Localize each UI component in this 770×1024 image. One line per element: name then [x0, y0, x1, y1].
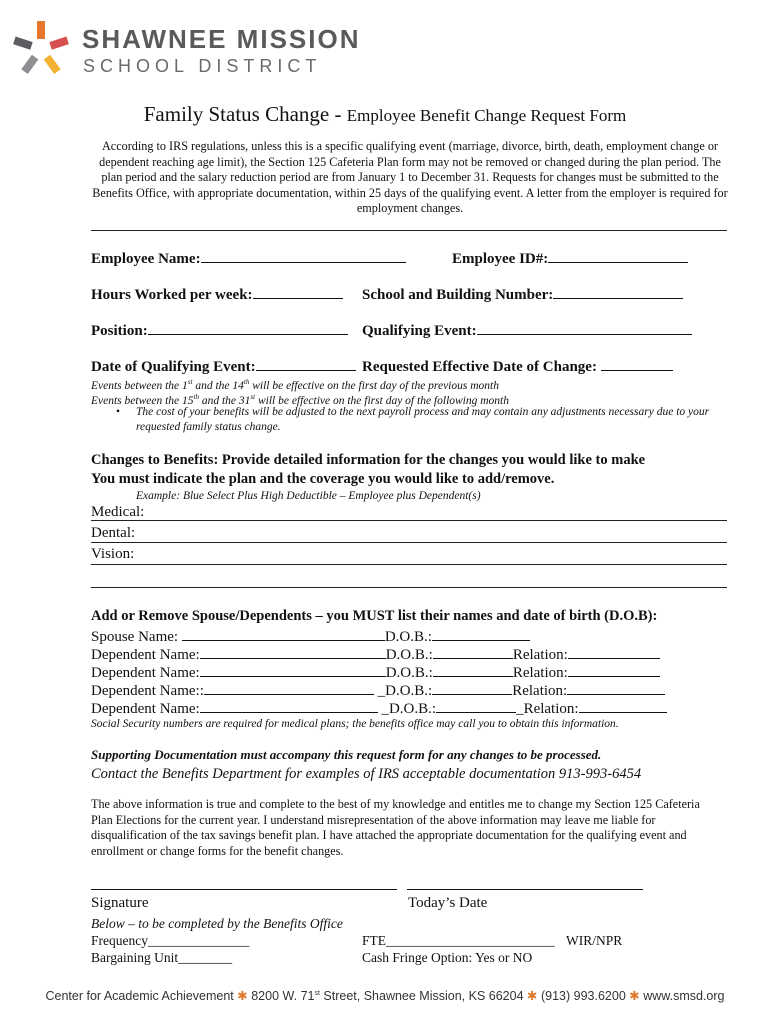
position-field[interactable]: Position: [91, 321, 348, 340]
bargaining-field: Bargaining Unit________ [91, 950, 233, 965]
medical-line[interactable] [91, 520, 727, 521]
ssn-note: Social Security numbers are required for medical plans; the benefits office may call you to obtain this information. [91, 718, 619, 730]
employee-id-field[interactable]: Employee ID#: [452, 249, 688, 268]
contact-benefits-note: Contact the Benefits Department for examples of IRS acceptable documentation 913-993-6454 [91, 766, 642, 782]
wir-npr-field: WIR/NPR [566, 933, 623, 948]
extra-line[interactable] [91, 587, 727, 588]
dependent-row-4[interactable]: Dependent Name: _D.O.B.: _Relation: [91, 699, 667, 718]
spouse-row[interactable]: Spouse Name: D.O.B.: [91, 627, 530, 646]
divider [91, 230, 727, 231]
fte-field: FTE_________________________ [362, 933, 555, 948]
requested-date-field[interactable]: Requested Effective Date of Change: [362, 357, 673, 376]
footer-center: Center for Academic Achievement [45, 989, 234, 1003]
form-title-sub: Employee Benefit Change Request Form [346, 106, 627, 125]
star-icon: ✱ [527, 989, 538, 1003]
star-icon: ✱ [237, 989, 248, 1003]
changes-heading-1: Changes to Benefits: Provide detailed information for the changes you would like to make [91, 452, 646, 468]
hours-worked-field[interactable]: Hours Worked per week: [91, 285, 343, 304]
date-qualifying-field[interactable]: Date of Qualifying Event: [91, 357, 356, 376]
employee-name-field[interactable]: Employee Name: [91, 249, 406, 268]
signature-line[interactable] [91, 889, 397, 890]
district-logo [10, 18, 72, 80]
signature-label: Signature [91, 895, 149, 911]
event-note-2: Events between the 15th and the 31st will be effective on the first day of the following month [91, 393, 509, 407]
footer-address: 8200 W. 71st Street, Shawnee Mission, KS 66204 [251, 989, 524, 1003]
footer-phone: (913) 993.6200 [540, 989, 626, 1003]
qualifying-event-field[interactable]: Qualifying Event: [362, 321, 692, 340]
cost-note: The cost of your benefits will be adjusted to the next payroll process and may contain any adjustments necessary due to your requested family status change. [136, 406, 710, 433]
changes-heading-2: You must indicate the plan and the coverage you would like to add/remove. [91, 471, 555, 487]
dependent-row-1[interactable]: Dependent Name: D.O.B.: Relation: [91, 645, 660, 664]
event-note-1: Events between the 1st and the 14th will be effective on the first day of the previous month [91, 378, 499, 392]
dependent-row-3[interactable]: Dependent Name:: _D.O.B.: Relation: [91, 681, 665, 700]
cash-fringe-field: Cash Fringe Option: Yes or NO [362, 950, 533, 965]
certification-paragraph: The above information is true and complete to the best of my knowledge and entitles me to change my Section 125 Cafeteria Plan Elections for the current year. I understand misrepresentation of the above information may leave me liable for disqualification of the tax savings benefit plan. I have attached the appropriate documentation for the qualifying event and enrollment or change forms for the benefit changes. [91, 797, 700, 858]
frequency-field: Frequency_______________ [91, 933, 250, 948]
office-heading: Below – to be completed by the Benefits Office [91, 916, 343, 931]
org-name: SHAWNEE MISSION [82, 24, 361, 54]
date-label: Today’s Date [408, 895, 488, 911]
footer-website: www.smsd.org [643, 989, 725, 1003]
star-icon: ✱ [629, 989, 640, 1003]
dependent-row-2[interactable]: Dependent Name: D.O.B.: Relation: [91, 663, 660, 682]
bullet-marker: • [116, 406, 121, 418]
dental-label: Dental: [91, 525, 136, 541]
date-line[interactable] [407, 889, 643, 890]
changes-example: Example: Blue Select Plus High Deductible – Employee plus Dependent(s) [136, 490, 481, 502]
dental-line[interactable] [91, 542, 727, 543]
form-title-main: Family Status Change - [143, 102, 347, 126]
medical-label: Medical: [91, 504, 145, 520]
form-title [0, 102, 770, 127]
dependents-heading: Add or Remove Spouse/Dependents – you MUST list their names and date of birth (D.O.B): [91, 608, 658, 624]
supporting-doc-note: Supporting Documentation must accompany this request form for any changes to be processed. [91, 747, 602, 762]
school-building-field[interactable]: School and Building Number: [362, 285, 683, 304]
vision-line[interactable] [91, 564, 727, 565]
footer [0, 988, 770, 1003]
intro-paragraph: According to IRS regulations, unless this is a specific qualifying event (marriage, divorce, birth, death, employment change or dependent reaching age limit), the Section 125 Cafeteria Plan form may not be removed or changed during the plan period. The plan period and the salary reduction period are from January 1 to December 31. Requests for changes must be submitted to the Benefits Office, with appropriate documentation, within 25 days of the qualifying event. A letter from the employer is required for employment changes. [92, 139, 728, 215]
org-subtitle: SCHOOL DISTRICT [83, 56, 322, 76]
vision-label: Vision: [91, 546, 135, 562]
